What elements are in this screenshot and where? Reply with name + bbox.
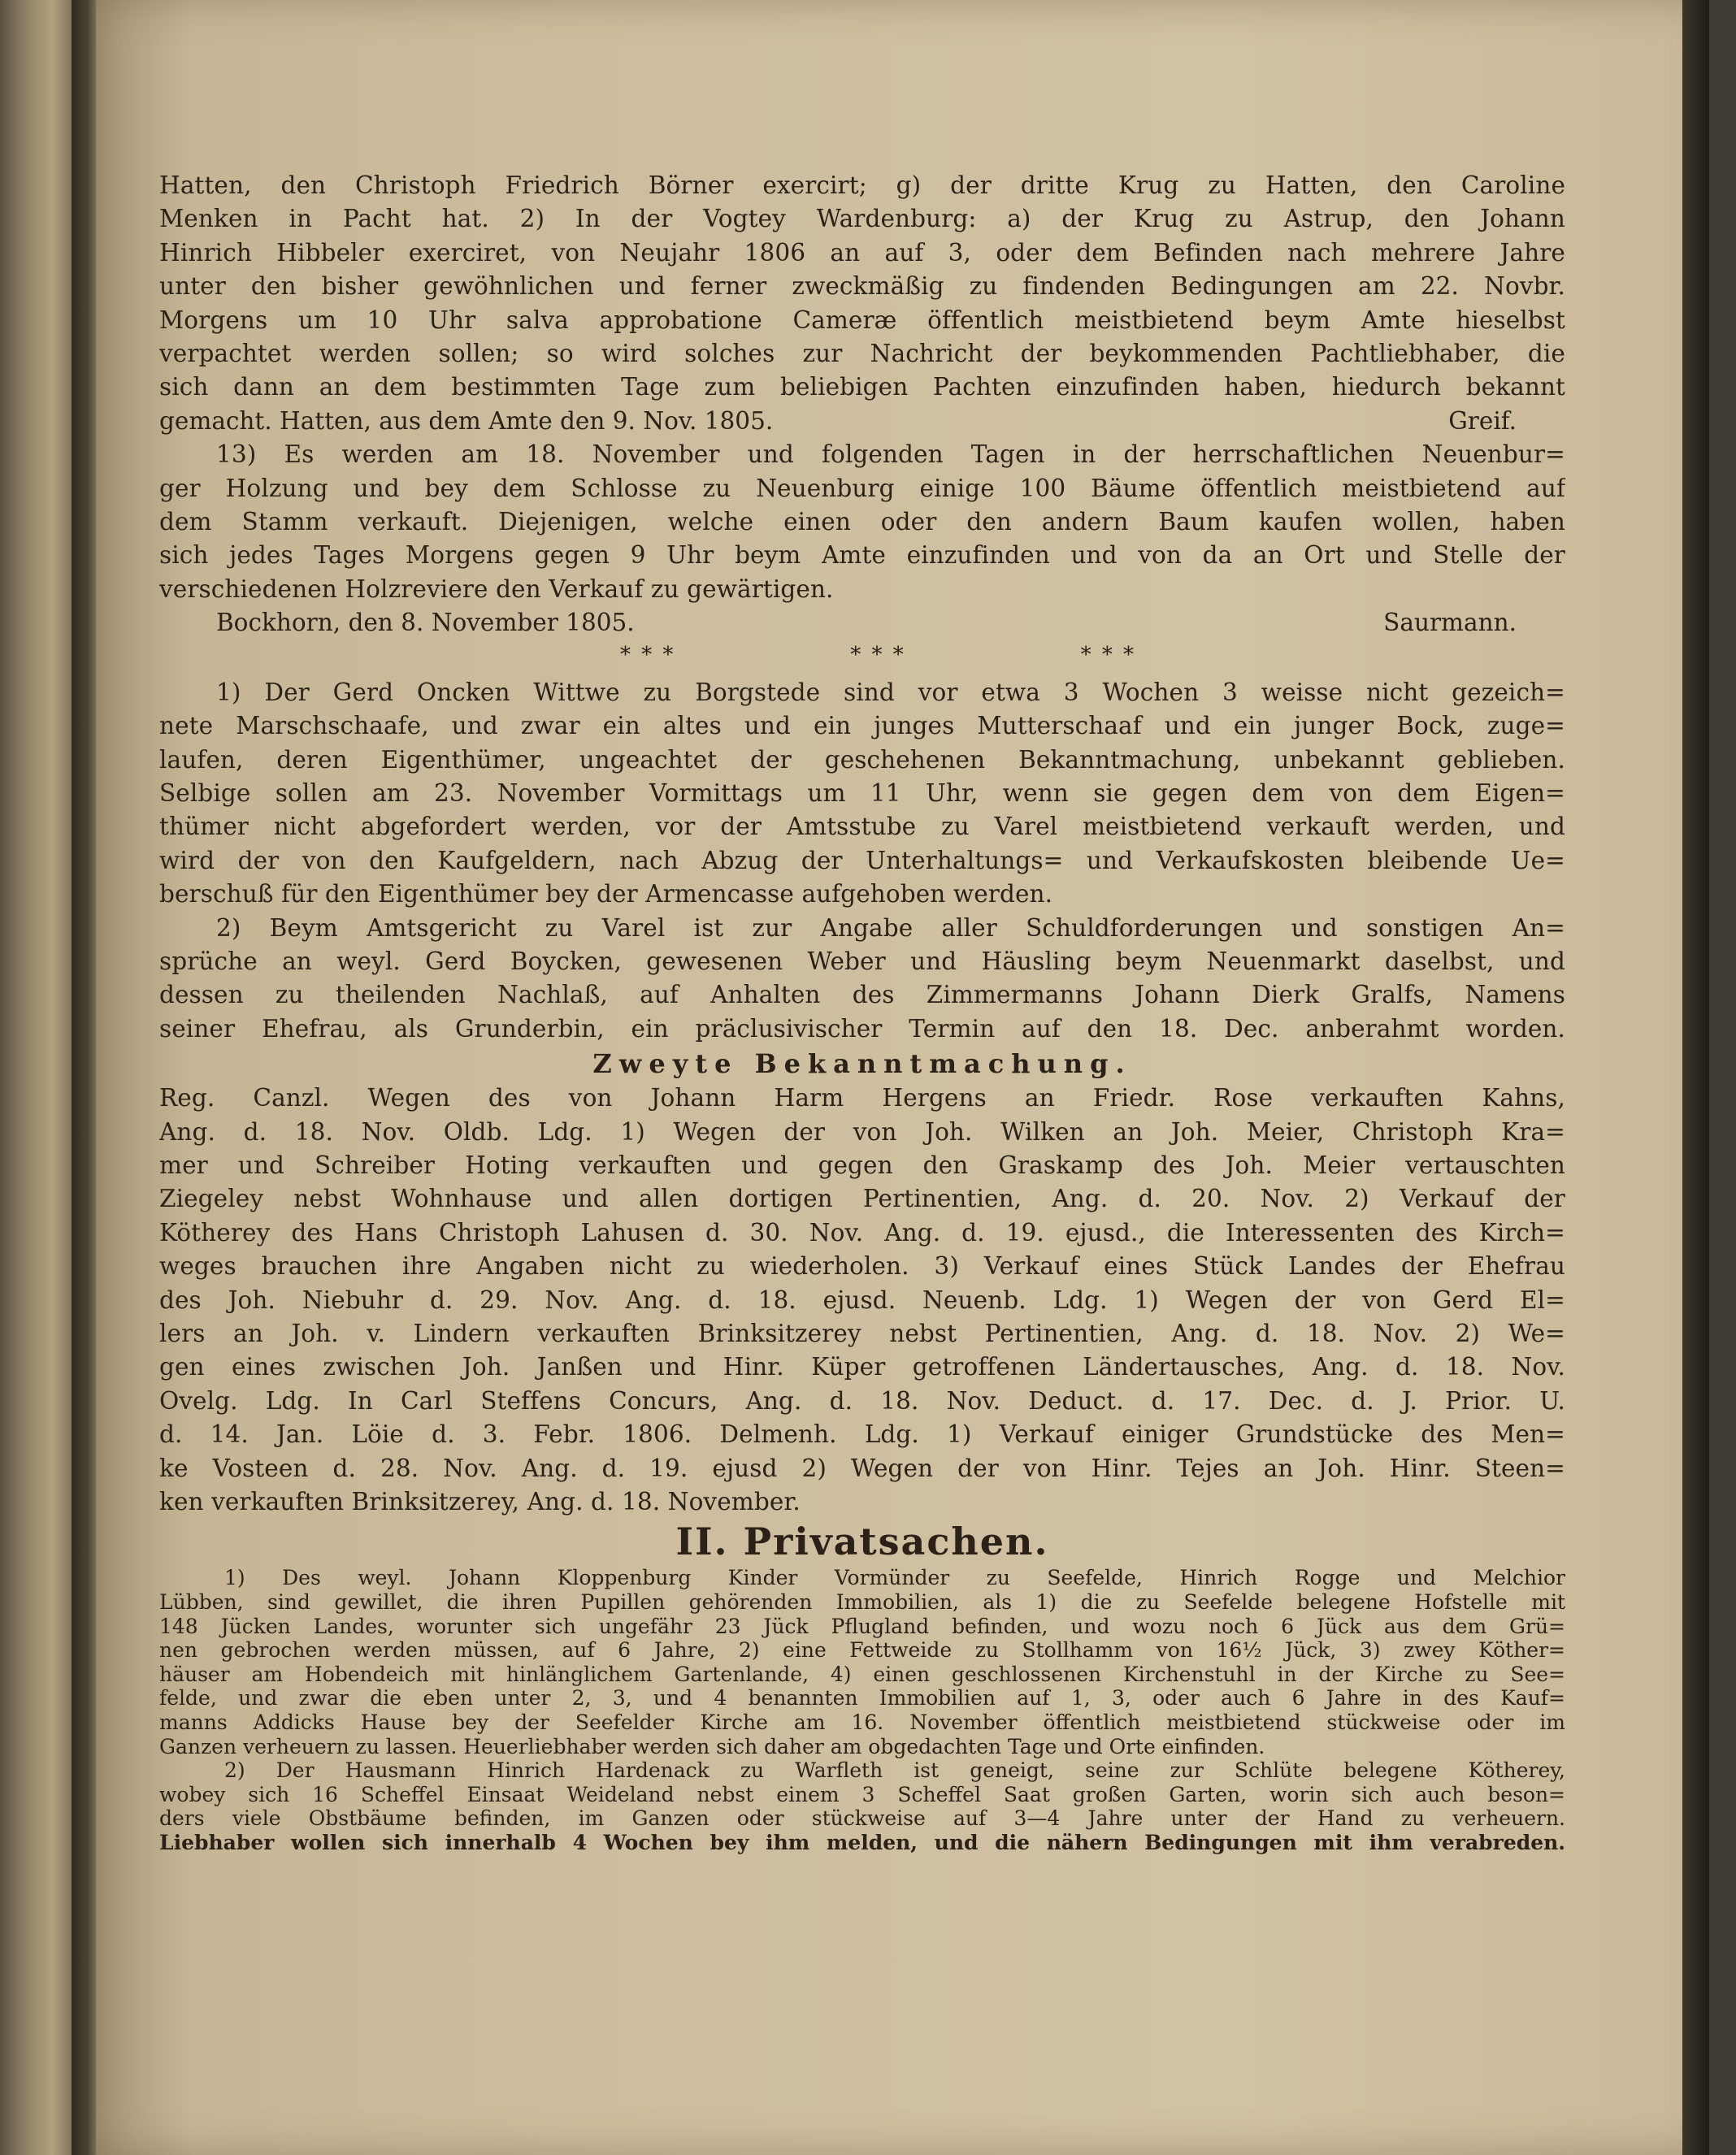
text-line: mer und Schreiber Hoting verkauften und gegen den Graskamp des Joh. Meier vertauschten (159, 1151, 1565, 1179)
signature: Greif. (1448, 406, 1517, 435)
text-line: Liebhaber wollen sich innerhalb 4 Wochen bey ihm melden, und die nähern Bedingungen mit ihm verabreden. (159, 1830, 1565, 1854)
text-line: 2) Beym Amtsgericht zu Varel ist zur Angabe aller Schuldforderungen und sonstigen An= (216, 913, 1565, 942)
text-line: ke Vosteen d. 28. Nov. Ang. d. 19. ejusd 2) Wegen der von Hinr. Tejes an Joh. Hinr. Steen= (159, 1454, 1565, 1482)
text-line: Hinrich Hibbeler exerciret, von Neujahr 1806 an auf 3, oder dem Befinden nach mehrere Jahre (159, 238, 1565, 267)
text-line: Kötherey des Hans Christoph Lahusen d. 30. Nov. Ang. d. 19. ejusd., die Interessenten des Kirch= (159, 1218, 1565, 1247)
text-line: 1) Der Gerd Oncken Wittwe zu Borgstede sind vor etwa 3 Wochen 3 weisse nicht gezeich= (216, 678, 1565, 706)
text-line: seiner Ehefrau, als Grunderbin, ein präclusivischer Termin auf den 18. Dec. anberahmt worden. (159, 1014, 1565, 1043)
section-heading: Zweyte Bekanntmachung. (592, 1048, 1132, 1080)
signature-line (159, 405, 1565, 438)
text-line: verpachtet werden sollen; so wird solches zur Nachricht der beykommenden Pachtliebhaber, die (159, 340, 1565, 368)
text-line: Lübben, sind gewillet, die ihren Pupillen gehörenden Immobilien, als 1) die zu Seefelde belegene Hofstelle mit (159, 1590, 1565, 1615)
text-line: ken verkauften Brinksitzerey, Ang. d. 18. November. (159, 1488, 801, 1516)
text-line: 2) Der Hausmann Hinrich Hardenack zu Warfleth ist geneigt, seine zur Schlüte belegene Kötherey, (224, 1758, 1565, 1783)
text-line: manns Addicks Hause bey der Seefelder Kirche am 16. November öffentlich meistbietend stückweise oder im (159, 1711, 1565, 1734)
text-line: berschuß für den Eigenthümer bey der Armencasse aufgehoben werden. (159, 880, 1053, 908)
main-heading: II. Privatsachen. (675, 1520, 1049, 1564)
text-line: nete Marschschaafe, und zwar ein altes und ein junges Mutterschaaf und ein junger Bock, zuge= (159, 712, 1565, 740)
signature-line (159, 606, 1565, 640)
text-line: unter den bisher gewöhnlichen und ferner zweckmäßig zu findenden Bedingungen am 22. Novbr. (159, 272, 1565, 301)
text-line: wobey sich 16 Scheffel Einsaat Weideland nebst einem 3 Scheffel Saat großen Garten, worin sich auch beson= (159, 1782, 1565, 1806)
text-line: Ang. d. 18. Nov. Oldb. Ldg. 1) Wegen der von Joh. Wilken an Joh. Meier, Christoph Kra= (159, 1117, 1565, 1146)
text-line: sich jedes Tages Morgens gegen 9 Uhr beym Amte einzufinden und von da an Ort und Stelle der (159, 541, 1565, 570)
text-line: sich dann an dem bestimmten Tage zum beliebigen Pachten einzufinden haben, hiedurch bekannt (159, 373, 1565, 401)
text-line: weges brauchen ihre Angaben nicht zu wiederholen. 3) Verkauf eines Stück Landes der Ehefrau (159, 1252, 1565, 1281)
text-line: ders viele Obstbäume befinden, im Ganzen oder stückweise auf 3—4 Jahre unter der Hand zu verheuern. (159, 1806, 1565, 1831)
text-line: 148 Jücken Landes, worunter sich ungefähr 23 Jück Pflugland befinden, und wozu noch 6 Jück aus dem Grü= (159, 1614, 1565, 1638)
text-line: dem Stamm verkauft. Diejenigen, welche einen oder den andern Baum kaufen wollen, haben (159, 508, 1565, 536)
text-line: sprüche an weyl. Gerd Boycken, gewesenen Weber und Häusling beym Neuenmarkt daselbst, und (159, 947, 1565, 975)
text-line: 1) Des weyl. Johann Kloppenburg Kinder Vormünder zu Seefelde, Hinrich Rogge und Melchior (224, 1566, 1565, 1590)
text-line: gen eines zwischen Joh. Janßen und Hinr. Küper getroffenen Ländertausches, Ang. d. 18. Nov. (159, 1353, 1565, 1381)
text-line: Ganzen verheuern zu lassen. Heuerliebhaber werden sich daher am obgedachten Tage und Orte einfinden. (159, 1734, 1265, 1758)
text-line: des Joh. Niebuhr d. 29. Nov. Ang. d. 18. ejusd. Neuenb. Ldg. 1) Wegen der von Gerd El= (159, 1286, 1565, 1314)
page-text (159, 169, 1565, 1855)
asterism: * * * (850, 642, 907, 667)
text-line: ger Holzung und bey dem Schlosse zu Neuenburg einige 100 Bäume öffentlich meistbietend auf (159, 474, 1565, 502)
text-line: verschiedenen Holzreviere den Verkauf zu gewärtigen. (159, 575, 834, 603)
text-line: Reg. Canzl. Wegen des von Johann Harm Hergens an Friedr. Rose verkauften Kahns, (159, 1084, 1565, 1112)
text-line: Ovelg. Ldg. In Carl Steffens Concurs, Ang. d. 18. Nov. Deduct. d. 17. Dec. d. J. Prior. U. (159, 1386, 1565, 1415)
text-line: felde, und zwar die eben unter 2, 3, und 4 benannten Immobilien auf 1, 3, oder auch 6 Jahre in des Kauf= (159, 1686, 1565, 1711)
document-page (96, 0, 1709, 2155)
text-line: nen gebrochen werden müssen, auf 6 Jahre, 2) eine Fettweide zu Stollhamm von 16½ Jück, 3) zwey Köther= (159, 1638, 1565, 1663)
text-line: d. 14. Jan. Löie d. 3. Febr. 1806. Delmenh. Ldg. 1) Verkauf einiger Grundstücke des Men= (159, 1420, 1565, 1449)
text-line: Hatten, den Christoph Friedrich Börner exercirt; g) der dritte Krug zu Hatten, den Caroline (159, 171, 1565, 199)
text-line: Menken in Pacht hat. 2) In der Vogtey Wardenburg: a) der Krug zu Astrup, den Johann (159, 205, 1565, 233)
text-line: dessen zu theilenden Nachlaß, auf Anhalten des Zimmermanns Johann Dierk Gralfs, Namens (159, 981, 1565, 1009)
text-line: 13) Es werden am 18. November und folgenden Tagen in der herrschaftlichen Neuenbur= (216, 440, 1565, 469)
text-line: Ziegeley nebst Wohnhause und allen dortigen Pertinentien, Ang. d. 20. Nov. 2) Verkauf der (159, 1185, 1565, 1213)
facing-page-edge (0, 0, 75, 2155)
page-right-edge (1682, 0, 1709, 2155)
text-line: häuser am Hobendeich mit hinlänglichem Gartenlande, 4) einen geschlossenen Kirchenstuhl in der Kirche zu See= (159, 1662, 1565, 1686)
text-line: Selbige sollen am 23. November Vormittags um 11 Uhr, wenn sie gegen dem von dem Eigen= (159, 778, 1565, 807)
asterism: * * * (1080, 642, 1138, 667)
asterism: * * * (619, 642, 677, 667)
text-line: Morgens um 10 Uhr salva approbatione Cameræ öffentlich meistbietend beym Amte hieselbst (159, 306, 1565, 334)
section-separator (159, 640, 1565, 676)
signature: Saurmann. (1383, 609, 1517, 637)
text-line: laufen, deren Eigenthümer, ungeachtet der geschehenen Bekanntmachung, unbekannt geblieben. (159, 745, 1565, 774)
text-line: thümer nicht abgefordert werden, vor der Amtsstube zu Varel meistbietend verkauft werden, und (159, 813, 1565, 841)
text-line: lers an Joh. v. Lindern verkauften Brinksitzerey nebst Pertinentien, Ang. d. 18. Nov. 2) We= (159, 1320, 1565, 1347)
text-line: wird der von den Kaufgeldern, nach Abzug der Unterhaltungs= und Verkaufskosten bleibende Ue= (159, 846, 1565, 874)
dateline: Bockhorn, den 8. November 1805. (216, 609, 635, 637)
dateline: gemacht. Hatten, aus dem Amte den 9. Nov. 1805. (159, 406, 774, 435)
book-gutter (72, 0, 99, 2155)
